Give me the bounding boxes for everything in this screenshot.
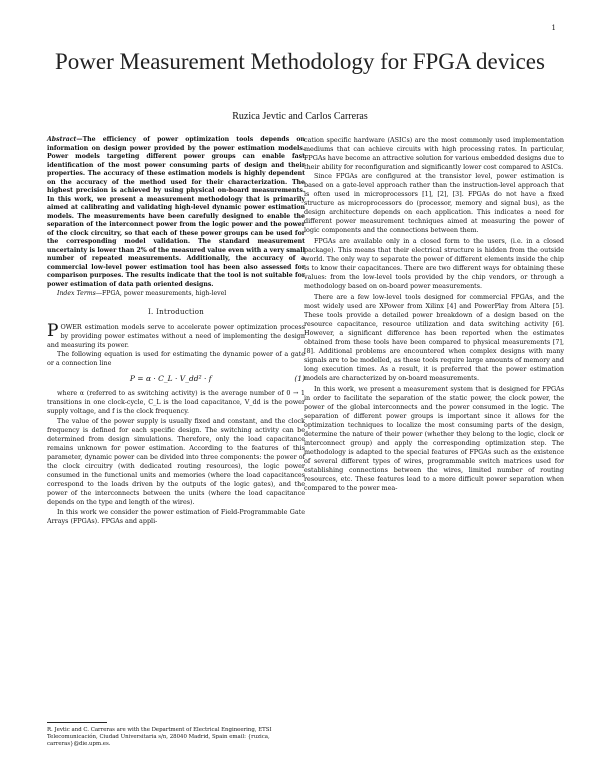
author-footnote: R. Jevtic and C. Carreras are with the Department of Electrical Engineering, ETSI Telecomunicación, Ciudad Universitaria s/n, 28040 Madrid, Spain email: {ruzica, carreras}@die.upm.es. <box>47 727 272 747</box>
intro-paragraph-5: In this work we consider the power estimation of Field-Programmable Gate Arrays (FPGAs). FPGAs and appli- <box>47 507 305 525</box>
right-paragraph-4: There are a few low-level tools designed for commercial FPGAs, and the most widely used are XPower from Xilinx [4] and PowerPlay from Altera [5]. These tools provide a detailed power breakdown of a design based on the resource capacitance, resource utilization and data switching activity [6]. However, a significant difference has been reported when the estimates obtained from these tools have been compared to physical measurements [7], [8]. Additional problems are encountered when complex designs with many signals are to be modelled, as these tools require large amounts of memory and long execution times. As a result, it is preferred that the power estimation models are characterized by on-board measurements. <box>304 293 564 382</box>
abstract-label: Abstract <box>47 136 77 143</box>
right-paragraph-5: In this work, we present a measurement system that is designed for FPGAs in order to facilitate the separation of the static power, the clock power, the power of the global interconnects and the power consumed in the logic. The separation of different power groups is important since it allows for the optimization techniques to localize the most consuming parts of the design, determine the nature of their power (whether they belong to the logic, clock or interconnect group) and apply the corresponding optimization step. The methodology is adapted to the special features of FPGAs such as the existence of several different types of wires, programmable switch matrices used for establishing connections between the wires, limited number of routing resources, etc. These features lead to a more difficult power separation when compared to the power mea- <box>304 385 564 492</box>
right-paragraph-3: FPGAs are available only in a closed form to the users, (i.e. in a closed package). This means that their electrical structure is hidden from the outside world. The only way to separate the power of different elements inside the chip is to know their capacitances. There are two different ways for obtaining these values: from the low-level tools provided by the chip vendors, or through a methodology based on on-board power measurements. <box>304 237 564 290</box>
abstract <box>47 136 305 289</box>
footnote-rule <box>47 722 107 723</box>
right-paragraph-2: Since FPGAs are configured at the transistor level, power estimation is based on a gate-level approach rather than the instruction-level approach that is often used in microprocessors [1], [2], [3]. FPGAs do not have a fixed structure as microprocessors do (processor, memory and signal bus), as the design architecture depends on each application. This indicates a need for different power measurement techniques aimed at measuring the power of logic components and the connections between them. <box>304 172 564 234</box>
page-number: 1 <box>551 24 556 32</box>
equation-1 <box>47 374 305 383</box>
index-terms <box>47 290 305 299</box>
paper-authors: Ruzica Jevtic and Carlos Carreras <box>232 111 368 122</box>
intro-paragraph-2: The following equation is used for estimating the dynamic power of a gate or a connection line <box>47 349 305 367</box>
abstract-text: —The efficiency of power optimization tools depends on information on design power provided by the power estimation models. Power models targeting different power groups can enable fast identification of the most power consuming parts of design and their properties. The accuracy of these estimation models is highly dependent on the accuracy of the method used for their characterization. The highest precision is achieved by using physical on-board measurements. In this work, we present a measurement methodology that is primarily aimed at calibrating and validating high-level dynamic power estimation models. The measurements have been carefully designed to enable the separation of the interconnect power from the logic power and the power of the clock circuitry, so that each of these power groups can be used for the corresponding model validation. The standard measurement uncertainty is lower than 2% of the measured value even with a very small number of repeated measurements. Additionally, the accuracy of a commercial low-level power estimation tool has been also assessed for comparison purposes. The results indicate that the tool is not suitable for power estimation of data path oriented designs. <box>47 136 305 288</box>
index-terms-label: Index Terms <box>57 290 96 297</box>
index-terms-text: —FPGA, power measurements, high-level <box>95 290 227 297</box>
intro-paragraph-1-text: OWER estimation models serve to accelerate power optimization process by providing power estimates without a need of implementing the design and measuring its power. <box>47 322 305 349</box>
intro-paragraph-3: where α (referred to as switching activity) is the average number of 0 → 1 transitions in one clock-cycle, C_L is the load capacitance, V_dd is the power supply voltage, and f is the clock frequency. <box>47 388 305 415</box>
left-column <box>47 136 305 527</box>
equation-body: P = α · C_L · V_dd² · f <box>129 373 212 383</box>
section-heading-introduction: I. Introduction <box>147 307 205 316</box>
equation-number: (1) <box>294 373 305 383</box>
right-column <box>304 136 564 495</box>
right-paragraph-1: cation specific hardware (ASICs) are the most commonly used implementation mediums that can achieve circuits with high processing rates. In particular, FPGAs have become an attractive solution for various embedded designs due to their ability for reconfiguration and significantly lower cost compared to ASICs. <box>304 136 564 171</box>
dropcap-letter: P <box>47 320 59 341</box>
paper-title: Power Measurement Methodology for FPGA devices <box>55 49 545 74</box>
intro-paragraph-4: The value of the power supply is usually fixed and constant, and the clock frequency is defined for each specific design. The switching activity can be determined from design simulations. Therefore, only the load capacitance remains unknown for power estimation. According to the features of this parameter, dynamic power can be divided into three components: the power of the clock circuitry (with dedicated routing resources), the logic power consumed in the functional units and memories (where the load capacitances correspond to the loads driven by the outputs of the logic gates), and the power of the interconnects between the units (where the load capacitance depends on the type and length of the wires). <box>47 416 305 506</box>
intro-paragraph-1 <box>47 320 305 350</box>
